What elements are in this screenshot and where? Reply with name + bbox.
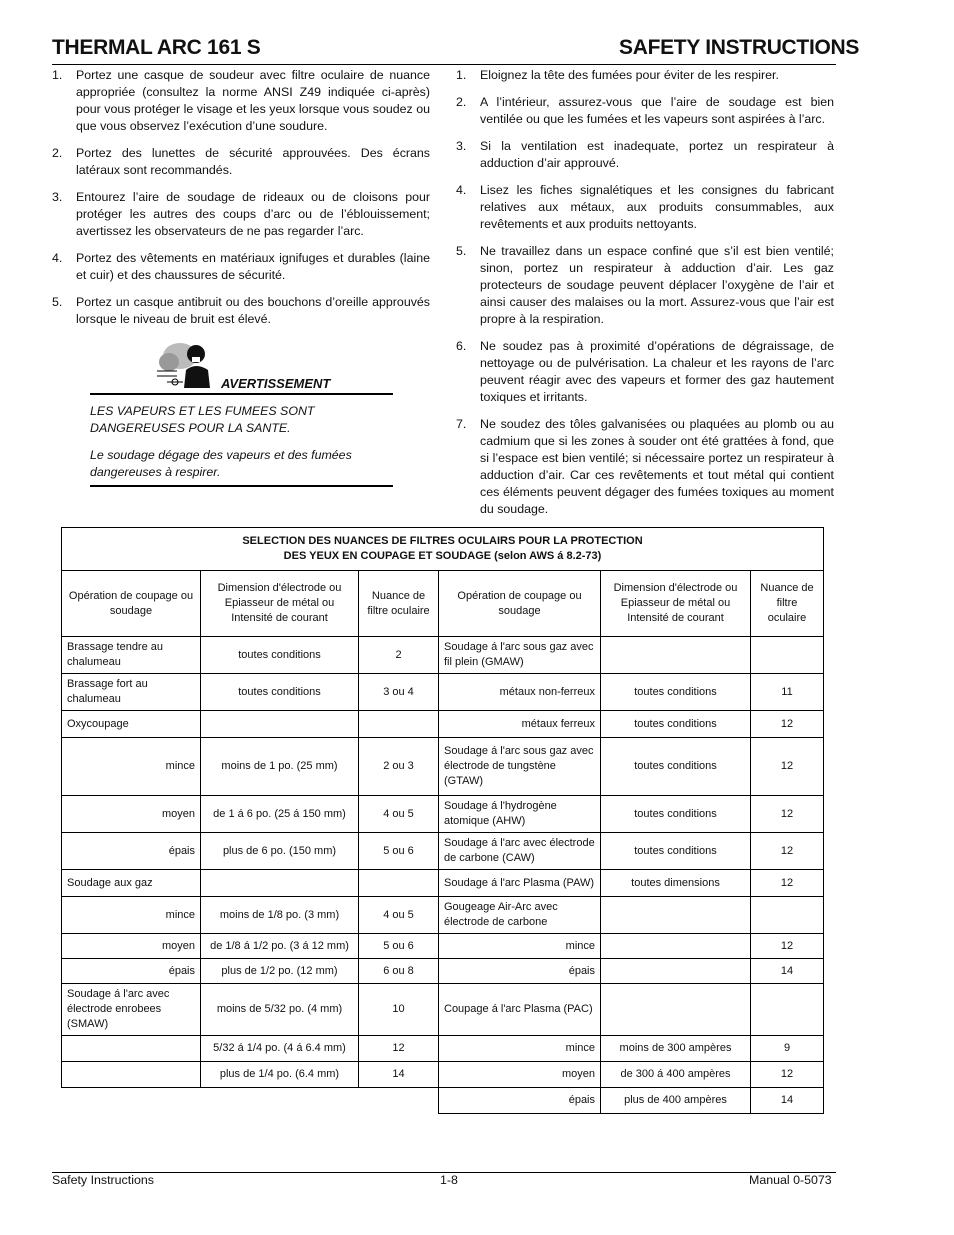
table-row [62, 959, 824, 984]
table-cell [359, 870, 439, 897]
list-item: 1. Eloignez la tête des fumées pour éviter de les respirer. [456, 68, 779, 82]
table-row [62, 870, 824, 897]
table-cell: toutes conditions [601, 796, 751, 833]
table-cell [62, 1062, 201, 1088]
right-column [456, 67, 834, 528]
table-cell: moins de 5/32 po. (4 mm) [201, 984, 359, 1036]
table-cell: 4 ou 5 [359, 897, 439, 934]
table-cell: 12 [751, 738, 824, 796]
table-cell: Soudage á l'arc Plasma (PAW) [439, 870, 601, 897]
table-cell: 12 [751, 934, 824, 959]
table-cell: Soudage á l'arc avec électrode de carbone (CAW) [439, 833, 601, 870]
list-item: 7. Ne soudez des tôles galvanisées ou plaquées au plomb ou au cadmium que si les zones à souder ont été grattées à fond, que si l’espace est bien ventilé; si nécessaire portez un respirateur à adduction d’air. Car ces revêtements et tout métal qui contient ces éléments peuvent dégager des fumées toxiques au moment du soudage. [456, 417, 834, 516]
table-cell: 6 ou 8 [359, 959, 439, 984]
table-cell: 10 [359, 984, 439, 1036]
table-cell: Brassage fort au chalumeau [62, 674, 201, 711]
column-header: Nuance de filtre oculaire [359, 571, 439, 637]
table-cell: moins de 300 ampères [601, 1036, 751, 1062]
table-header-row [62, 571, 824, 637]
warning-rule-top [90, 393, 393, 395]
warning-text: Le soudage dégage des vapeurs et des fumées dangereuses à respirer. [90, 448, 352, 479]
footer-left: Safety Instructions [52, 1173, 154, 1187]
table-cell: toutes conditions [601, 711, 751, 738]
fumes-warning-icon [155, 340, 217, 395]
table-cell: Soudage á l'arc sous gaz avec fil plein (GMAW) [439, 637, 601, 674]
table-cell: 4 ou 5 [359, 796, 439, 833]
header-rule [52, 64, 836, 65]
table-cell: Coupage á l'arc Plasma (PAC) [439, 984, 601, 1036]
table-cell [751, 897, 824, 934]
column-header: Dimension d'électrode ou Epiasseur de métal ou Intensité de courant [201, 571, 359, 637]
table-cell [601, 984, 751, 1036]
table-row [62, 934, 824, 959]
table-cell [751, 637, 824, 674]
table-row [62, 796, 824, 833]
table-cell: 2 ou 3 [359, 738, 439, 796]
table-cell: épais [62, 833, 201, 870]
table-cell: métaux non-ferreux [439, 674, 601, 711]
table-cell [62, 1036, 201, 1062]
table-cell: 14 [751, 959, 824, 984]
table-cell: 12 [359, 1036, 439, 1062]
list-item: 5. Portez un casque antibruit ou des bouchons d’oreille approuvés lorsque le niveau de bruit est élevé. [52, 295, 430, 326]
table-cell: toutes dimensions [601, 870, 751, 897]
left-column [52, 67, 430, 338]
table-cell: moyen [62, 934, 201, 959]
warning-body [90, 403, 393, 491]
table-cell: toutes conditions [201, 637, 359, 674]
warning-text: LES VAPEURS ET LES FUMEES SONT DANGEREUSES POUR LA SANTE. [90, 404, 315, 435]
table-row [62, 738, 824, 796]
table-cell: Brassage tendre au chalumeau [62, 637, 201, 674]
table-cell: mince [62, 897, 201, 934]
list-item: 3. Si la ventilation est inadequate, portez un respirateur à adduction d’air approuvé. [456, 139, 834, 170]
table-cell: 12 [751, 833, 824, 870]
column-header: Opération de coupage ou soudage [439, 571, 601, 637]
list-item: 1. Portez une casque de soudeur avec filtre oculaire de nuance appropriée (consultez la norme ANSI Z49 indiquée ci-après) pour vous protéger le visage et les yeux lorsque vous soudez ou que vous observez l’exécution d’une soudure. [52, 68, 430, 133]
table-cell: 3 ou 4 [359, 674, 439, 711]
table-cell: plus de 6 po. (150 mm) [201, 833, 359, 870]
table-cell: 11 [751, 674, 824, 711]
table-row [62, 897, 824, 934]
page-number: 1-8 [440, 1173, 458, 1187]
column-header: Dimension d'électrode ou Epiasseur de métal ou Intensité de courant [601, 571, 751, 637]
table-cell [201, 711, 359, 738]
table-cell: mince [62, 738, 201, 796]
table-cell: toutes conditions [601, 833, 751, 870]
table-cell: plus de 400 ampères [601, 1088, 751, 1114]
table-cell [601, 934, 751, 959]
table-cell [601, 897, 751, 934]
table-cell: 12 [751, 711, 824, 738]
filter-shade-table [61, 527, 824, 1114]
table-cell: Gougeage Air-Arc avec électrode de carbone [439, 897, 601, 934]
table-cell: 5 ou 6 [359, 833, 439, 870]
table-cell: mince [439, 1036, 601, 1062]
table-cell: 14 [359, 1062, 439, 1088]
table-cell: Soudage á l'arc sous gaz avec électrode de tungstène (GTAW) [439, 738, 601, 796]
list-item: 6. Ne soudez pas à proximité d’opérations de dégraissage, de nettoyage ou de pulvérisation. La chaleur et les rayons de l’arc peuvent réagir avec des vapeurs et former des gaz hautement toxiques et irritants. [456, 339, 834, 404]
table-row [62, 637, 824, 674]
table-cell: 5/32 á 1/4 po. (4 á 6.4 mm) [201, 1036, 359, 1062]
warning-title: AVERTISSEMENT [221, 376, 331, 391]
table-cell: métaux ferreux [439, 711, 601, 738]
table-cell [201, 1088, 359, 1114]
table-row [62, 1036, 824, 1062]
list-item: 5. Ne travaillez dans un espace confiné que s’il est bien ventilé; sinon, portez un respirateur à adduction d’air. Les gaz protecteurs de soudage peuvent déplacer l’oxygène de l’air et ainsi causer des malaises ou la mort. Assurez-vous que l’air est propre à la respiration. [456, 244, 834, 326]
table-cell: Soudage aux gaz [62, 870, 201, 897]
list-item: 4. Portez des vêtements en matériaux ignifuges et durables (laine et cuir) et des chaussures de sécurité. [52, 251, 430, 282]
table-cell: de 1 á 6 po. (25 á 150 mm) [201, 796, 359, 833]
list-item: 3. Entourez l’aire de soudage de rideaux ou de cloisons pour protéger les autres des coups d’arc ou de l’éblouissement; avertissez les observateurs de ne pas regarder l’arc. [52, 190, 430, 238]
table-cell: toutes conditions [601, 738, 751, 796]
table-cell [601, 959, 751, 984]
table-cell [601, 637, 751, 674]
table-cell: moins de 1 po. (25 mm) [201, 738, 359, 796]
table-cell [751, 984, 824, 1036]
list-item: 2. A l’intérieur, assurez-vous que l’aire de soudage est bien ventilée ou que les fumées et les vapeurs sont aspirées à l’arc. [456, 95, 834, 126]
table-row [62, 833, 824, 870]
table-cell [359, 1088, 439, 1114]
table-cell [62, 1088, 201, 1114]
column-header: Opération de coupage ou soudage [62, 571, 201, 637]
table-row [62, 674, 824, 711]
table-cell [201, 870, 359, 897]
column-header: Nuance de filtre oculaire [751, 571, 824, 637]
table-cell: Soudage á l'arc avec électrode enrobees (SMAW) [62, 984, 201, 1036]
table-cell: Oxycoupage [62, 711, 201, 738]
warning-rule-bottom [90, 485, 393, 487]
list-item: 2. Portez des lunettes de sécurité approuvées. Des écrans latéraux sont recommandés. [52, 146, 430, 177]
table-cell: épais [62, 959, 201, 984]
table-cell: épais [439, 959, 601, 984]
table-cell: Soudage á l'hydrogène atomique (AHW) [439, 796, 601, 833]
table-row [62, 1088, 824, 1114]
table-cell: de 300 á 400 ampères [601, 1062, 751, 1088]
table-cell: 12 [751, 870, 824, 897]
table-cell: moyen [439, 1062, 601, 1088]
table-cell: moyen [62, 796, 201, 833]
table-cell: 12 [751, 1062, 824, 1088]
table-cell: plus de 1/4 po. (6.4 mm) [201, 1062, 359, 1088]
table-row [62, 1062, 824, 1088]
table-cell: toutes conditions [201, 674, 359, 711]
table-row [62, 984, 824, 1036]
table-cell: 5 ou 6 [359, 934, 439, 959]
table-row [62, 711, 824, 738]
page-header-right: SAFETY INSTRUCTIONS [619, 36, 860, 59]
table-cell: mince [439, 934, 601, 959]
table-cell: 9 [751, 1036, 824, 1062]
table-cell: 12 [751, 796, 824, 833]
table-cell [359, 711, 439, 738]
table-cell: 2 [359, 637, 439, 674]
table-cell: toutes conditions [601, 674, 751, 711]
table-cell: moins de 1/8 po. (3 mm) [201, 897, 359, 934]
page-header-left: THERMAL ARC 161 S [52, 36, 261, 59]
list-item: 4. Lisez les fiches signalétiques et les consignes du fabricant relatives aux métaux, aux produits consummables, aux revêtements et aux produits nettoyants. [456, 183, 834, 231]
table-cell: plus de 1/2 po. (12 mm) [201, 959, 359, 984]
table-title: SELECTION DES NUANCES DE FILTRES OCULAIRS POUR LA PROTECTION DES YEUX EN COUPAGE ET SOUDAGE (selon AWS á 8.2-73) [62, 528, 824, 571]
footer-right: Manual 0-5073 [749, 1173, 832, 1187]
table-cell: 14 [751, 1088, 824, 1114]
table-cell: épais [439, 1088, 601, 1114]
table-cell: de 1/8 á 1/2 po. (3 á 12 mm) [201, 934, 359, 959]
